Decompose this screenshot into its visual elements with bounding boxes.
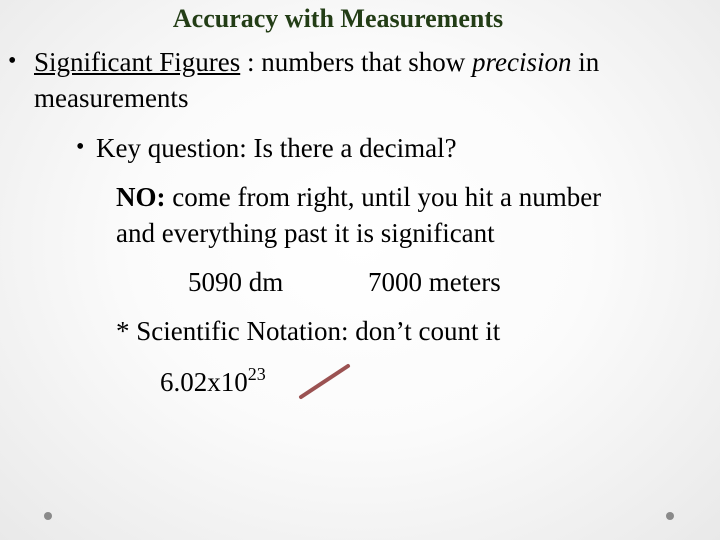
sci-exponent: 23 [247,364,266,384]
corner-dot-right [666,512,674,520]
sig-figs-definition-line2: measurements [34,83,189,113]
sci-base: 6.02x10 [160,367,248,397]
corner-dot-left [44,512,52,520]
sig-figs-def-after: in [571,47,600,77]
no-rule-text: come from right, until you hit a number [165,182,602,212]
bullet-marker: • [8,48,17,74]
key-question: Key question: Is there a decimal? [96,133,457,163]
no-rule-line2: and everything past it is significant [116,218,495,248]
example-5090: 5090 dm [188,267,284,297]
sig-figs-term: Significant Figures [34,47,241,77]
example-7000: 7000 meters [368,267,501,297]
sig-figs-def-before: : numbers that show [240,47,472,77]
bullet-marker: • [76,134,85,160]
scientific-notation-note: * Scientific Notation: don’t count it [116,316,501,346]
slide-title: Accuracy with Measurements [172,4,504,33]
no-label: NO: [116,182,166,212]
sig-figs-def-emphasis: precision [471,47,572,77]
